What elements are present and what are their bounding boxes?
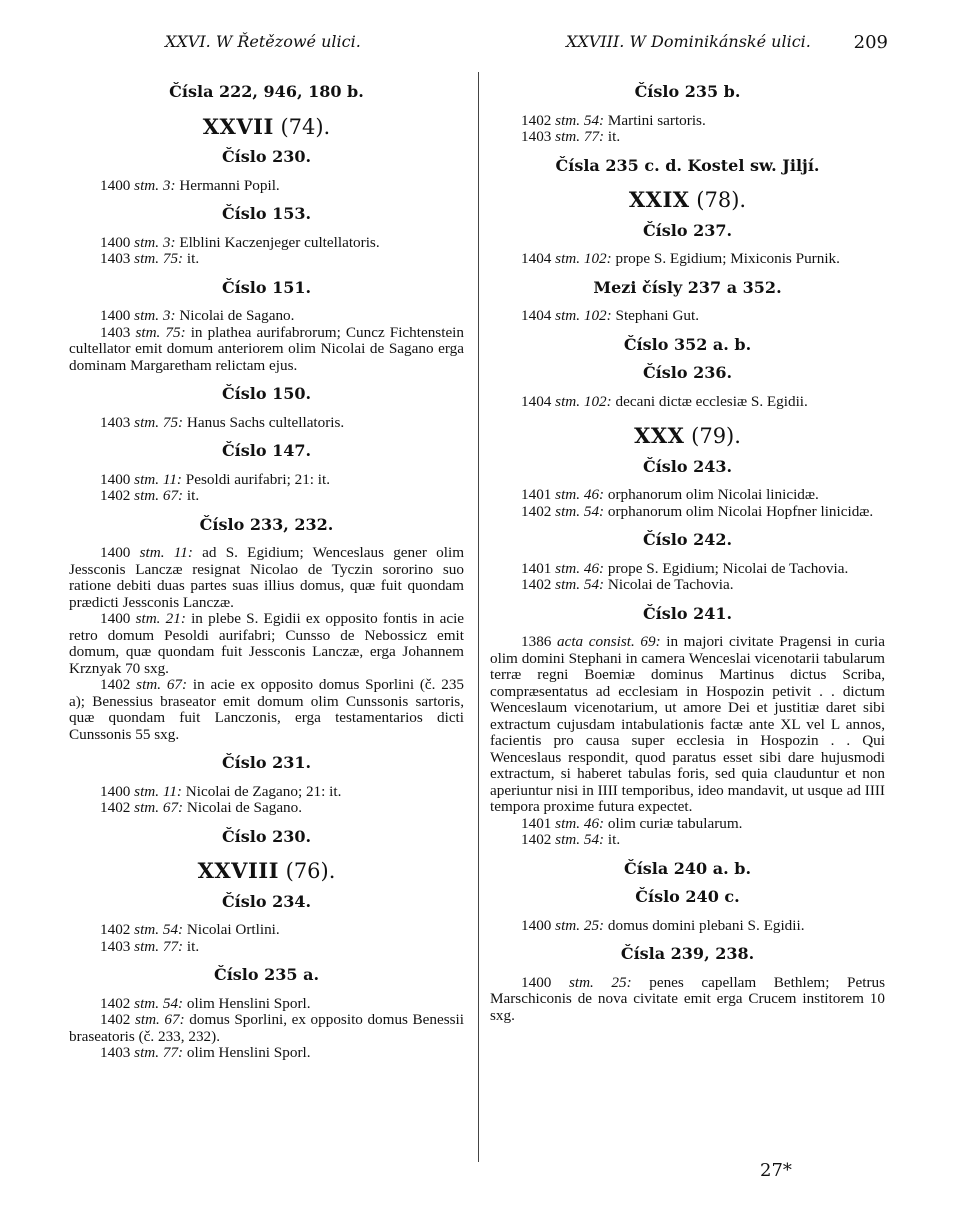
section-heading: Číslo 243.	[642, 456, 733, 476]
record-entry	[490, 918, 885, 935]
record-entry	[490, 816, 885, 833]
entry-reference: stm. 54:	[134, 994, 184, 1012]
running-head-left: XXVI. W Řetězowé ulici.	[165, 32, 361, 51]
entry-reference: stm. 25:	[555, 916, 605, 934]
right-column	[490, 72, 885, 1024]
entry-text: olim Henslini Sporl.	[186, 994, 311, 1012]
entry-year: 1403	[100, 937, 131, 955]
entry-year: 1402	[100, 994, 131, 1012]
section-heading: Číslo 153.	[221, 204, 312, 223]
section-heading: Čísla 239, 238.	[620, 944, 755, 963]
section-heading: Čísla 235 c. d. Kostel sw. Jiljí.	[555, 155, 820, 175]
entry-text: Hermanni Popil.	[179, 176, 280, 194]
entry-text: it.	[186, 937, 200, 955]
roman-section-title	[490, 423, 885, 448]
entry-text: it.	[186, 487, 200, 504]
entry-reference: stm. 77:	[555, 128, 605, 145]
page-number: 209	[853, 32, 888, 53]
entry-reference: stm. 3:	[134, 176, 176, 194]
section-number-paren: (78).	[696, 188, 747, 212]
record-entry	[69, 415, 464, 432]
record-entry	[69, 308, 464, 325]
entry-year: 1404	[521, 250, 552, 267]
entry-reference: stm. 3:	[134, 233, 176, 251]
entry-reference: stm. 46:	[555, 559, 605, 577]
section-heading: Číslo 230.	[221, 147, 312, 166]
entry-text: Nicolai de Zagano; 21: it.	[185, 782, 342, 800]
entry-reference: acta consist. 69:	[557, 633, 661, 650]
section-heading: Číslo 242.	[642, 530, 733, 549]
record-entry	[490, 308, 885, 325]
entry-reference: stm. 102:	[555, 307, 612, 324]
entry-year: 1404	[521, 392, 552, 410]
entry-year: 1402	[521, 111, 552, 129]
entry-reference: stm. 46:	[555, 486, 605, 503]
section-heading: Číslo 240 c.	[635, 887, 740, 906]
record-entry	[69, 611, 464, 677]
entry-year: 1402	[100, 487, 131, 504]
record-entry	[490, 251, 885, 268]
left-column	[69, 72, 464, 1062]
record-entry	[490, 832, 885, 849]
running-head-right: XXVIII. W Dominikánské ulici.	[566, 32, 811, 51]
entry-text: Nicolai Ortlini.	[186, 921, 280, 938]
entry-reference: stm. 54:	[134, 921, 184, 938]
record-entry	[490, 394, 885, 411]
record-entry	[69, 178, 464, 195]
entry-text: it.	[607, 831, 621, 848]
entry-reference: stm. 102:	[555, 250, 612, 267]
section-heading: Číslo 241.	[642, 603, 733, 623]
section-heading: Číslo 235 a.	[213, 965, 320, 984]
entry-text: in acie ex opposito domus Sporlini (č. 235 a); Benessius braseator emit domum olim Cunssonis sartoris, quæ quondam fuit Lanczonis, erga testamentarios dicti Cunssonis 55 sxg.	[69, 676, 465, 743]
entry-year: 1402	[521, 831, 552, 848]
entry-year: 1400	[521, 916, 552, 934]
roman-numeral: XXVII	[202, 113, 274, 139]
section-heading: Číslo 151.	[221, 277, 312, 297]
entry-year: 1403	[100, 323, 131, 341]
record-entry	[490, 504, 885, 521]
entry-text: olim Henslini Sporl.	[186, 1044, 311, 1061]
record-entry	[490, 113, 885, 130]
entry-text: ad S. Egidium; Wenceslaus gener olim Jessconis Lanczæ resignat Nicolao de Tyczin sororino suo ratione debiti duas partes suas illius domus, quæ fuit quondam prædicti Jessconis Lanczæ.	[69, 544, 465, 611]
entry-reference: stm. 54:	[555, 576, 605, 593]
entry-reference: stm. 3:	[134, 307, 176, 324]
record-entry	[69, 922, 464, 939]
entry-reference: stm. 67:	[136, 676, 188, 693]
entry-reference: stm. 25:	[568, 973, 632, 991]
section-heading: Mezi čísly 237 a 352.	[593, 277, 782, 297]
roman-section-title	[490, 187, 885, 212]
record-entry	[69, 1012, 464, 1045]
entry-text: prope S. Egidium; Nicolai de Tachovia.	[607, 559, 849, 577]
entry-year: 1386	[521, 633, 552, 650]
entry-text: orphanorum olim Nicolai linicidæ.	[607, 486, 819, 503]
entry-text: domus domini plebani S. Egidii.	[607, 916, 805, 934]
entry-reference: stm. 11:	[134, 782, 182, 800]
section-heading: Číslo 150.	[221, 384, 312, 403]
entry-text: penes capellam Bethlem; Petrus Marschiconis de nova civitate emit erga Crucem institorem 10 sxg.	[490, 973, 886, 1024]
entry-year: 1401	[521, 486, 552, 503]
entry-text: Stephani Gut.	[615, 307, 700, 324]
entry-reference: stm. 54:	[555, 502, 605, 520]
section-number-paren: (74).	[280, 114, 331, 139]
entry-year: 1400	[100, 544, 131, 561]
entry-year: 1400	[521, 973, 552, 991]
record-entry	[69, 488, 464, 505]
section-heading: Číslo 234.	[221, 891, 312, 911]
entry-reference: stm. 67:	[134, 799, 184, 816]
entry-text: Nicolai de Sagano.	[179, 307, 295, 324]
section-heading: Čísla 222, 946, 180 b.	[169, 82, 364, 101]
entry-year: 1400	[100, 307, 131, 324]
entry-year: 1400	[100, 233, 131, 251]
entry-year: 1402	[521, 502, 552, 520]
entry-year: 1403	[100, 413, 131, 431]
entry-reference: stm. 75:	[134, 250, 184, 267]
section-heading: Číslo 147.	[221, 441, 312, 460]
entry-reference: stm. 11:	[134, 470, 182, 488]
roman-section-title	[69, 858, 464, 883]
record-entry	[69, 251, 464, 268]
entry-text: in majori civitate Pragensi in curia olim domini Stephani in camera Wenceslai vicenotarii tabularum terræ regni Boemiæ dominus Martinus dictus Scriba, compræsentatus ad ecclesiam in Hospozin petivit . . dictum Wenceslaum vicenotarium, ut amore Dei et justitiæ daret sibi extractum cujusdam intabulationis factæ ante XL vel L annos, facientis pro causa super ecclesia in Hospozin . . Qui Wenceslaus respondit, quod paratus esset sibi dare hujusmodi extractum, si haberet tabulas foris, sed quia clauduntur et non aperiuntur nisi in IIII temporibus, ideo mandavit, ut usque ad IIII tempora proxime futura expectet.	[490, 633, 885, 815]
entry-text: domus Sporlini, ex opposito domus Benessii braseatoris (č. 233, 232).	[69, 1011, 465, 1045]
record-entry	[69, 939, 464, 956]
section-number-paren: (76).	[285, 859, 336, 883]
entry-year: 1400	[100, 470, 131, 488]
entry-reference: stm. 21:	[135, 610, 186, 627]
entry-reference: stm. 77:	[134, 937, 184, 955]
entry-text: Martini sartoris.	[607, 111, 706, 129]
entry-text: Nicolai de Tachovia.	[607, 576, 734, 593]
roman-section-title	[69, 113, 464, 139]
entry-text: Elblini Kaczenjeger cultellatoris.	[179, 233, 380, 251]
section-heading: Číslo 231.	[221, 753, 312, 772]
entry-year: 1400	[100, 176, 131, 194]
record-entry	[69, 784, 464, 801]
section-heading: Číslo 230.	[221, 826, 312, 846]
record-entry	[69, 472, 464, 489]
entry-reference: stm. 75:	[135, 323, 186, 341]
entry-year: 1403	[100, 250, 131, 267]
entry-year: 1402	[100, 921, 131, 938]
entry-reference: stm. 54:	[555, 111, 605, 129]
signature-mark: 27*	[760, 1160, 792, 1181]
roman-numeral: XXVIII	[197, 858, 279, 883]
section-heading: Číslo 237.	[642, 220, 733, 240]
entry-year: 1400	[100, 610, 131, 627]
section-heading: Číslo 235 b.	[634, 82, 741, 101]
section-heading: Číslo 352 a. b.	[623, 334, 752, 354]
entry-text: Nicolai de Sagano.	[186, 799, 303, 816]
record-entry	[69, 1045, 464, 1062]
entry-reference: stm. 67:	[134, 487, 184, 504]
entry-text: prope S. Egidium; Mixiconis Purnik.	[615, 250, 840, 267]
record-entry	[490, 577, 885, 594]
record-entry	[69, 996, 464, 1013]
record-entry	[69, 545, 464, 611]
section-heading: Číslo 236.	[642, 363, 733, 382]
entry-year: 1401	[521, 559, 552, 577]
record-entry	[69, 325, 464, 375]
entry-year: 1402	[100, 799, 131, 816]
entry-year: 1404	[521, 307, 552, 324]
record-entry	[490, 561, 885, 578]
entry-year: 1403	[521, 128, 552, 145]
section-number-paren: (79).	[691, 424, 741, 448]
roman-numeral: XXIX	[628, 187, 690, 212]
entry-reference: stm. 102:	[555, 392, 612, 410]
entry-year: 1402	[521, 576, 552, 593]
record-entry	[490, 975, 885, 1025]
entry-reference: stm. 75:	[134, 413, 184, 431]
entry-year: 1402	[100, 676, 131, 693]
entry-year: 1402	[100, 1011, 131, 1028]
entry-text: orphanorum olim Nicolai Hopfner linicidæ.	[607, 502, 874, 520]
section-heading: Číslo 233, 232.	[199, 514, 334, 534]
entry-reference: stm. 77:	[134, 1044, 184, 1061]
entry-year: 1400	[100, 782, 131, 800]
entry-reference: stm. 11:	[139, 544, 193, 561]
entry-text: Hanus Sachs cultellatoris.	[186, 413, 345, 431]
record-entry	[69, 800, 464, 817]
entry-text: in plathea aurifabrorum; Cuncz Fichtenstein cultellator emit domum anteriorem olim Nicolai de Sagano erga dominam Margaretham relictam ejus.	[69, 323, 464, 374]
entry-text: it.	[186, 250, 200, 267]
section-heading: Čísla 240 a. b.	[623, 858, 752, 878]
entry-text: olim curiæ tabularum.	[607, 814, 743, 832]
entry-text: decani dictæ ecclesiæ S. Egidii.	[615, 392, 808, 410]
entry-reference: stm. 46:	[555, 814, 605, 832]
record-entry	[490, 129, 885, 146]
record-entry	[69, 677, 464, 743]
entry-year: 1401	[521, 814, 552, 832]
entry-reference: stm. 54:	[555, 831, 605, 848]
entry-year: 1403	[100, 1044, 131, 1061]
entry-text: Pesoldi aurifabri; 21: it.	[185, 470, 331, 488]
entry-text: in plebe S. Egidii ex opposito fontis in acie retro domum Pesoldi aurifabri; Cunsso de Nebossicz emit domum, quæ quondam fuit Jessconis Lanczæ, erga Johannem Krznyak 70 sxg.	[69, 610, 465, 677]
column-divider	[478, 72, 479, 1162]
entry-reference: stm. 67:	[134, 1011, 185, 1028]
record-entry	[490, 634, 885, 816]
record-entry	[490, 487, 885, 504]
entry-text: it.	[607, 128, 621, 145]
roman-numeral: XXX	[634, 423, 685, 448]
record-entry	[69, 235, 464, 252]
